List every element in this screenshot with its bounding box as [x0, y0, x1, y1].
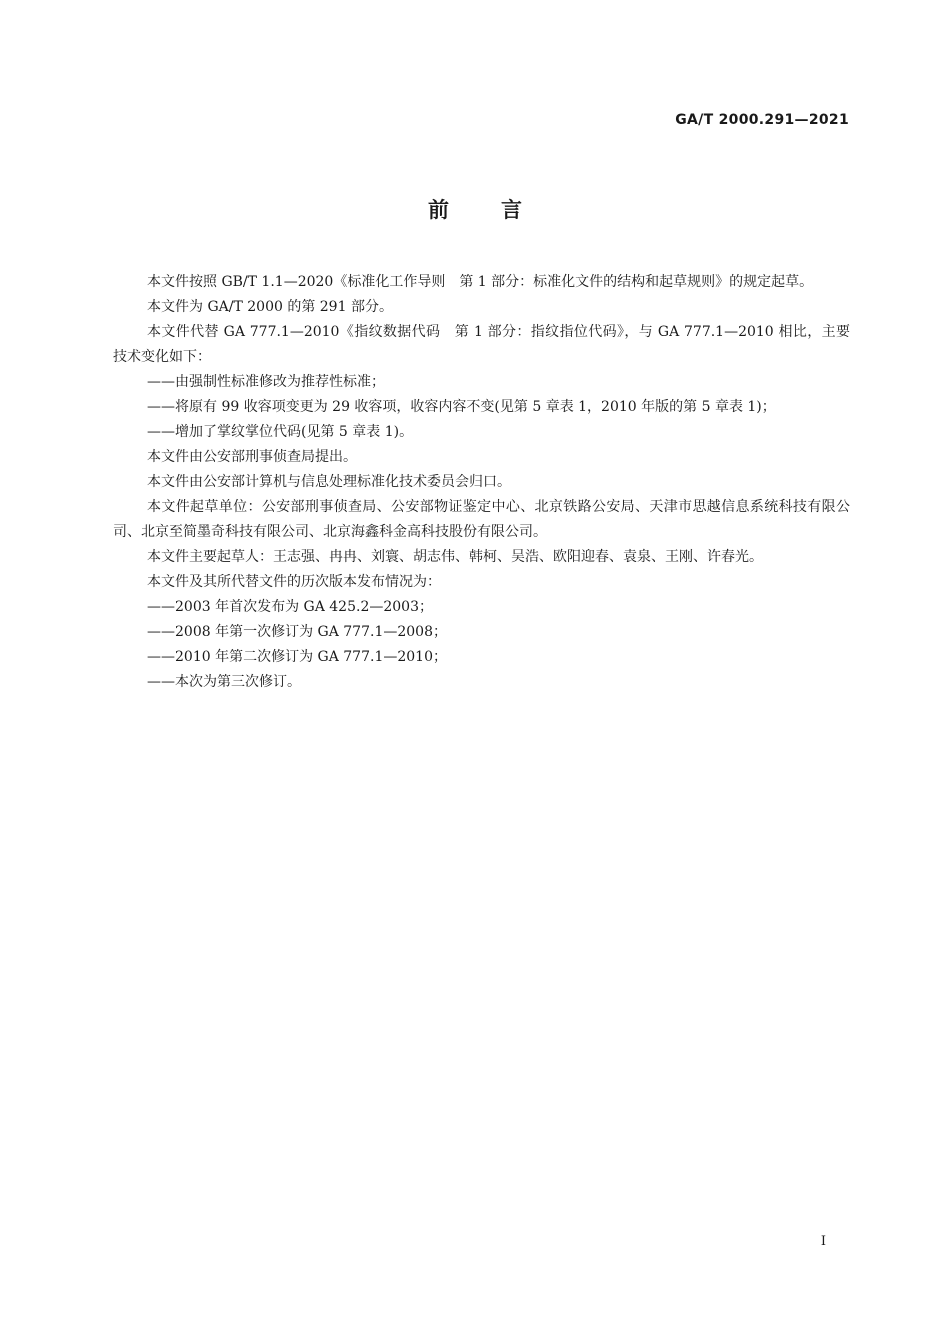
- history-item: ——本次为第三次修订。: [147, 674, 301, 690]
- page-title: 前言: [428, 198, 574, 222]
- paragraph-drafting-rules: 本文件按照 GB/T 1.1—2020《标准化工作导则 第 1 部分：标准化文件的结构和起草规则》的规定起草。: [147, 274, 814, 290]
- paragraph-technical-committee: 本文件由公安部计算机与信息处理标准化技术委员会归口。: [147, 474, 511, 490]
- page-number: I: [820, 1234, 826, 1249]
- history-item: ——2008 年第一次修订为 GA 777.1—2008；: [147, 624, 447, 640]
- paragraph-part-number: 本文件为 GA/T 2000 的第 291 部分。: [147, 299, 393, 315]
- document-code: GA/T 2000.291—2021: [675, 112, 849, 128]
- foreword-body: [113, 270, 850, 695]
- history-item: ——2003 年首次发布为 GA 425.2—2003；: [147, 599, 433, 615]
- paragraph-history-intro: 本文件及其所代替文件的历次版本发布情况为：: [147, 574, 441, 590]
- paragraph-drafting-units: 本文件起草单位：公安部刑事侦查局、公安部物证鉴定中心、北京铁路公安局、天津市思越信息系统科技有限公司、北京至简墨奇科技有限公司、北京海鑫科金高科技股份有限公司。: [113, 499, 850, 540]
- change-item: ——将原有 99 收容项变更为 29 收容项，收容内容不变(见第 5 章表 1，2010 年版的第 5 章表 1)；: [147, 399, 776, 415]
- change-item: ——由强制性标准修改为推荐性标准；: [147, 374, 385, 390]
- paragraph-drafters: 本文件主要起草人：王志强、冉冉、刘寰、胡志伟、韩柯、吴浩、欧阳迎春、袁泉、王刚、许春光。: [147, 549, 763, 565]
- paragraph-proposer: 本文件由公安部刑事侦查局提出。: [147, 449, 357, 465]
- paragraph-replacement: 本文件代替 GA 777.1—2010《指纹数据代码 第 1 部分：指纹指位代码》，与 GA 777.1—2010 相比，主要技术变化如下：: [113, 324, 850, 365]
- history-item: ——2010 年第二次修订为 GA 777.1—2010；: [147, 649, 447, 665]
- change-item: ——增加了掌纹掌位代码(见第 5 章表 1)。: [147, 424, 414, 440]
